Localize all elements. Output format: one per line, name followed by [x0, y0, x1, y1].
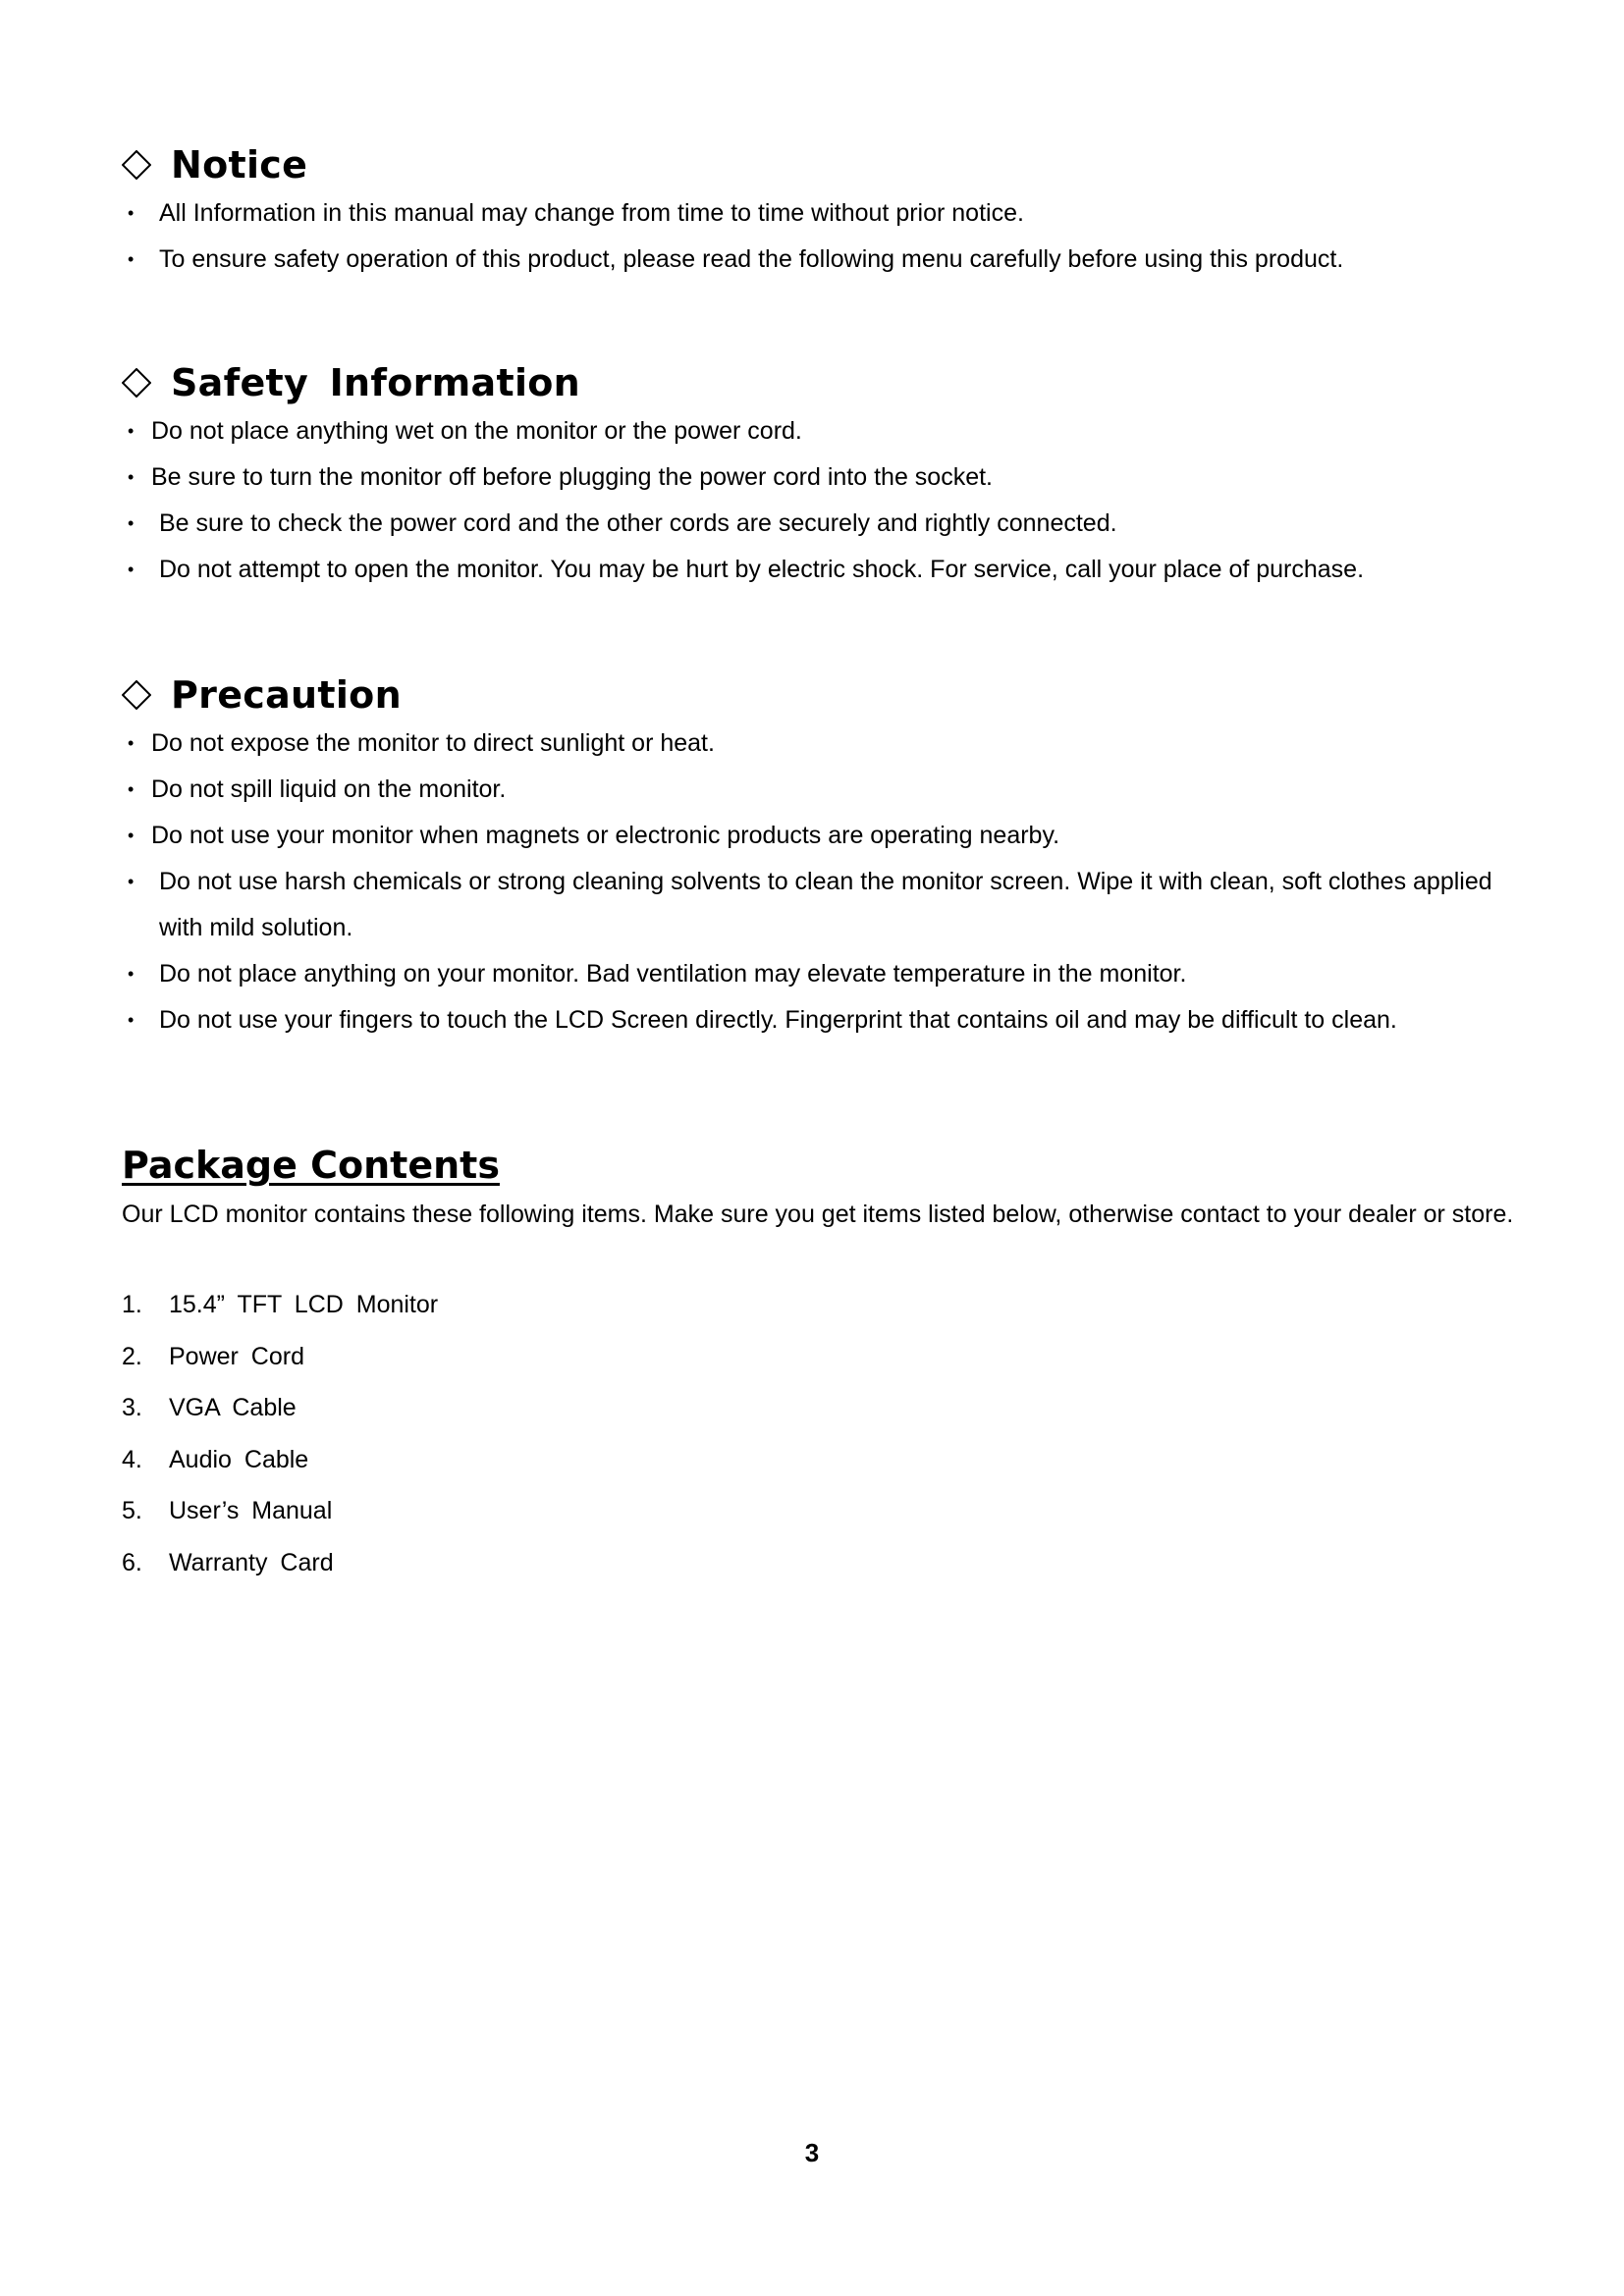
list-item: • Do not place anything wet on the monitor or the power cord.	[122, 408, 1526, 454]
safety-title: Safety Information	[171, 361, 581, 404]
bullet-icon: •	[128, 1010, 135, 1030]
precaution-title: Precaution	[171, 673, 402, 717]
notice-title: Notice	[171, 143, 308, 187]
list-item: • Be sure to turn the monitor off before plugging the power cord into the socket.	[122, 454, 1526, 501]
list-item: • Do not place anything on your monitor. Bad ventilation may elevate temperature in the monitor.	[122, 951, 1526, 997]
list-item: • Be sure to check the power cord and the other cords are securely and rightly connected.	[122, 501, 1526, 547]
precaution-list	[122, 721, 1526, 1043]
package-section	[122, 1139, 1526, 1588]
list-item: 5. User’s Manual	[122, 1497, 333, 1524]
bullet-icon: •	[128, 467, 135, 487]
precaution-heading	[122, 666, 1526, 724]
precaution-section	[122, 666, 1526, 1043]
list-item: 2. Power Cord	[122, 1342, 304, 1370]
bullet-icon: •	[128, 779, 135, 799]
bullet-icon: •	[128, 733, 135, 753]
list-item: • Do not use harsh chemicals or strong cleaning solvents to clean the monitor screen. Wipe it with clean, soft clothes applied with mild solution.	[122, 859, 1526, 951]
bullet-icon: •	[128, 203, 135, 223]
bullet-icon: •	[128, 421, 135, 441]
list-item: • All Information in this manual may change from time to time without prior notice.	[122, 190, 1526, 237]
bullet-icon: •	[128, 513, 135, 533]
safety-list	[122, 408, 1526, 593]
safety-section	[122, 353, 1526, 593]
list-item: • Do not use your monitor when magnets or electronic products are operating nearby.	[122, 813, 1526, 859]
safety-heading	[122, 353, 1526, 412]
notice-heading	[122, 135, 1526, 194]
list-item: 1. 15.4” TFT LCD Monitor	[122, 1291, 439, 1318]
list-item: • To ensure safety operation of this product, please read the following menu carefully before using this product.	[122, 237, 1526, 283]
page-number: 3	[804, 2138, 820, 2167]
bullet-icon: •	[128, 964, 135, 984]
package-intro: Our LCD monitor contains these following items. Make sure you get items listed below, otherwise contact to your dealer or store.	[122, 1201, 1514, 1228]
list-item: • Do not spill liquid on the monitor.	[122, 767, 1526, 813]
list-item: 3. VGA Cable	[122, 1394, 297, 1421]
diamond-icon	[122, 368, 151, 398]
list-item: • Do not attempt to open the monitor. You may be hurt by electric shock. For service, call your place of purchase.	[122, 547, 1526, 593]
bullet-icon: •	[128, 826, 135, 845]
bullet-icon: •	[128, 560, 135, 579]
notice-section	[122, 135, 1526, 283]
list-item: 6. Warranty Card	[122, 1548, 334, 1576]
bullet-icon: •	[128, 249, 135, 269]
package-title: Package Contents	[122, 1144, 500, 1187]
list-item: • Do not expose the monitor to direct sunlight or heat.	[122, 721, 1526, 767]
list-item: • Do not use your fingers to touch the LCD Screen directly. Fingerprint that contains oil and may be difficult to clean.	[122, 997, 1526, 1043]
notice-list	[122, 190, 1526, 283]
list-item: 4. Audio Cable	[122, 1445, 309, 1473]
diamond-icon	[122, 680, 151, 710]
package-list	[122, 1279, 1526, 1588]
diamond-icon	[122, 150, 151, 180]
bullet-icon: •	[128, 872, 135, 891]
